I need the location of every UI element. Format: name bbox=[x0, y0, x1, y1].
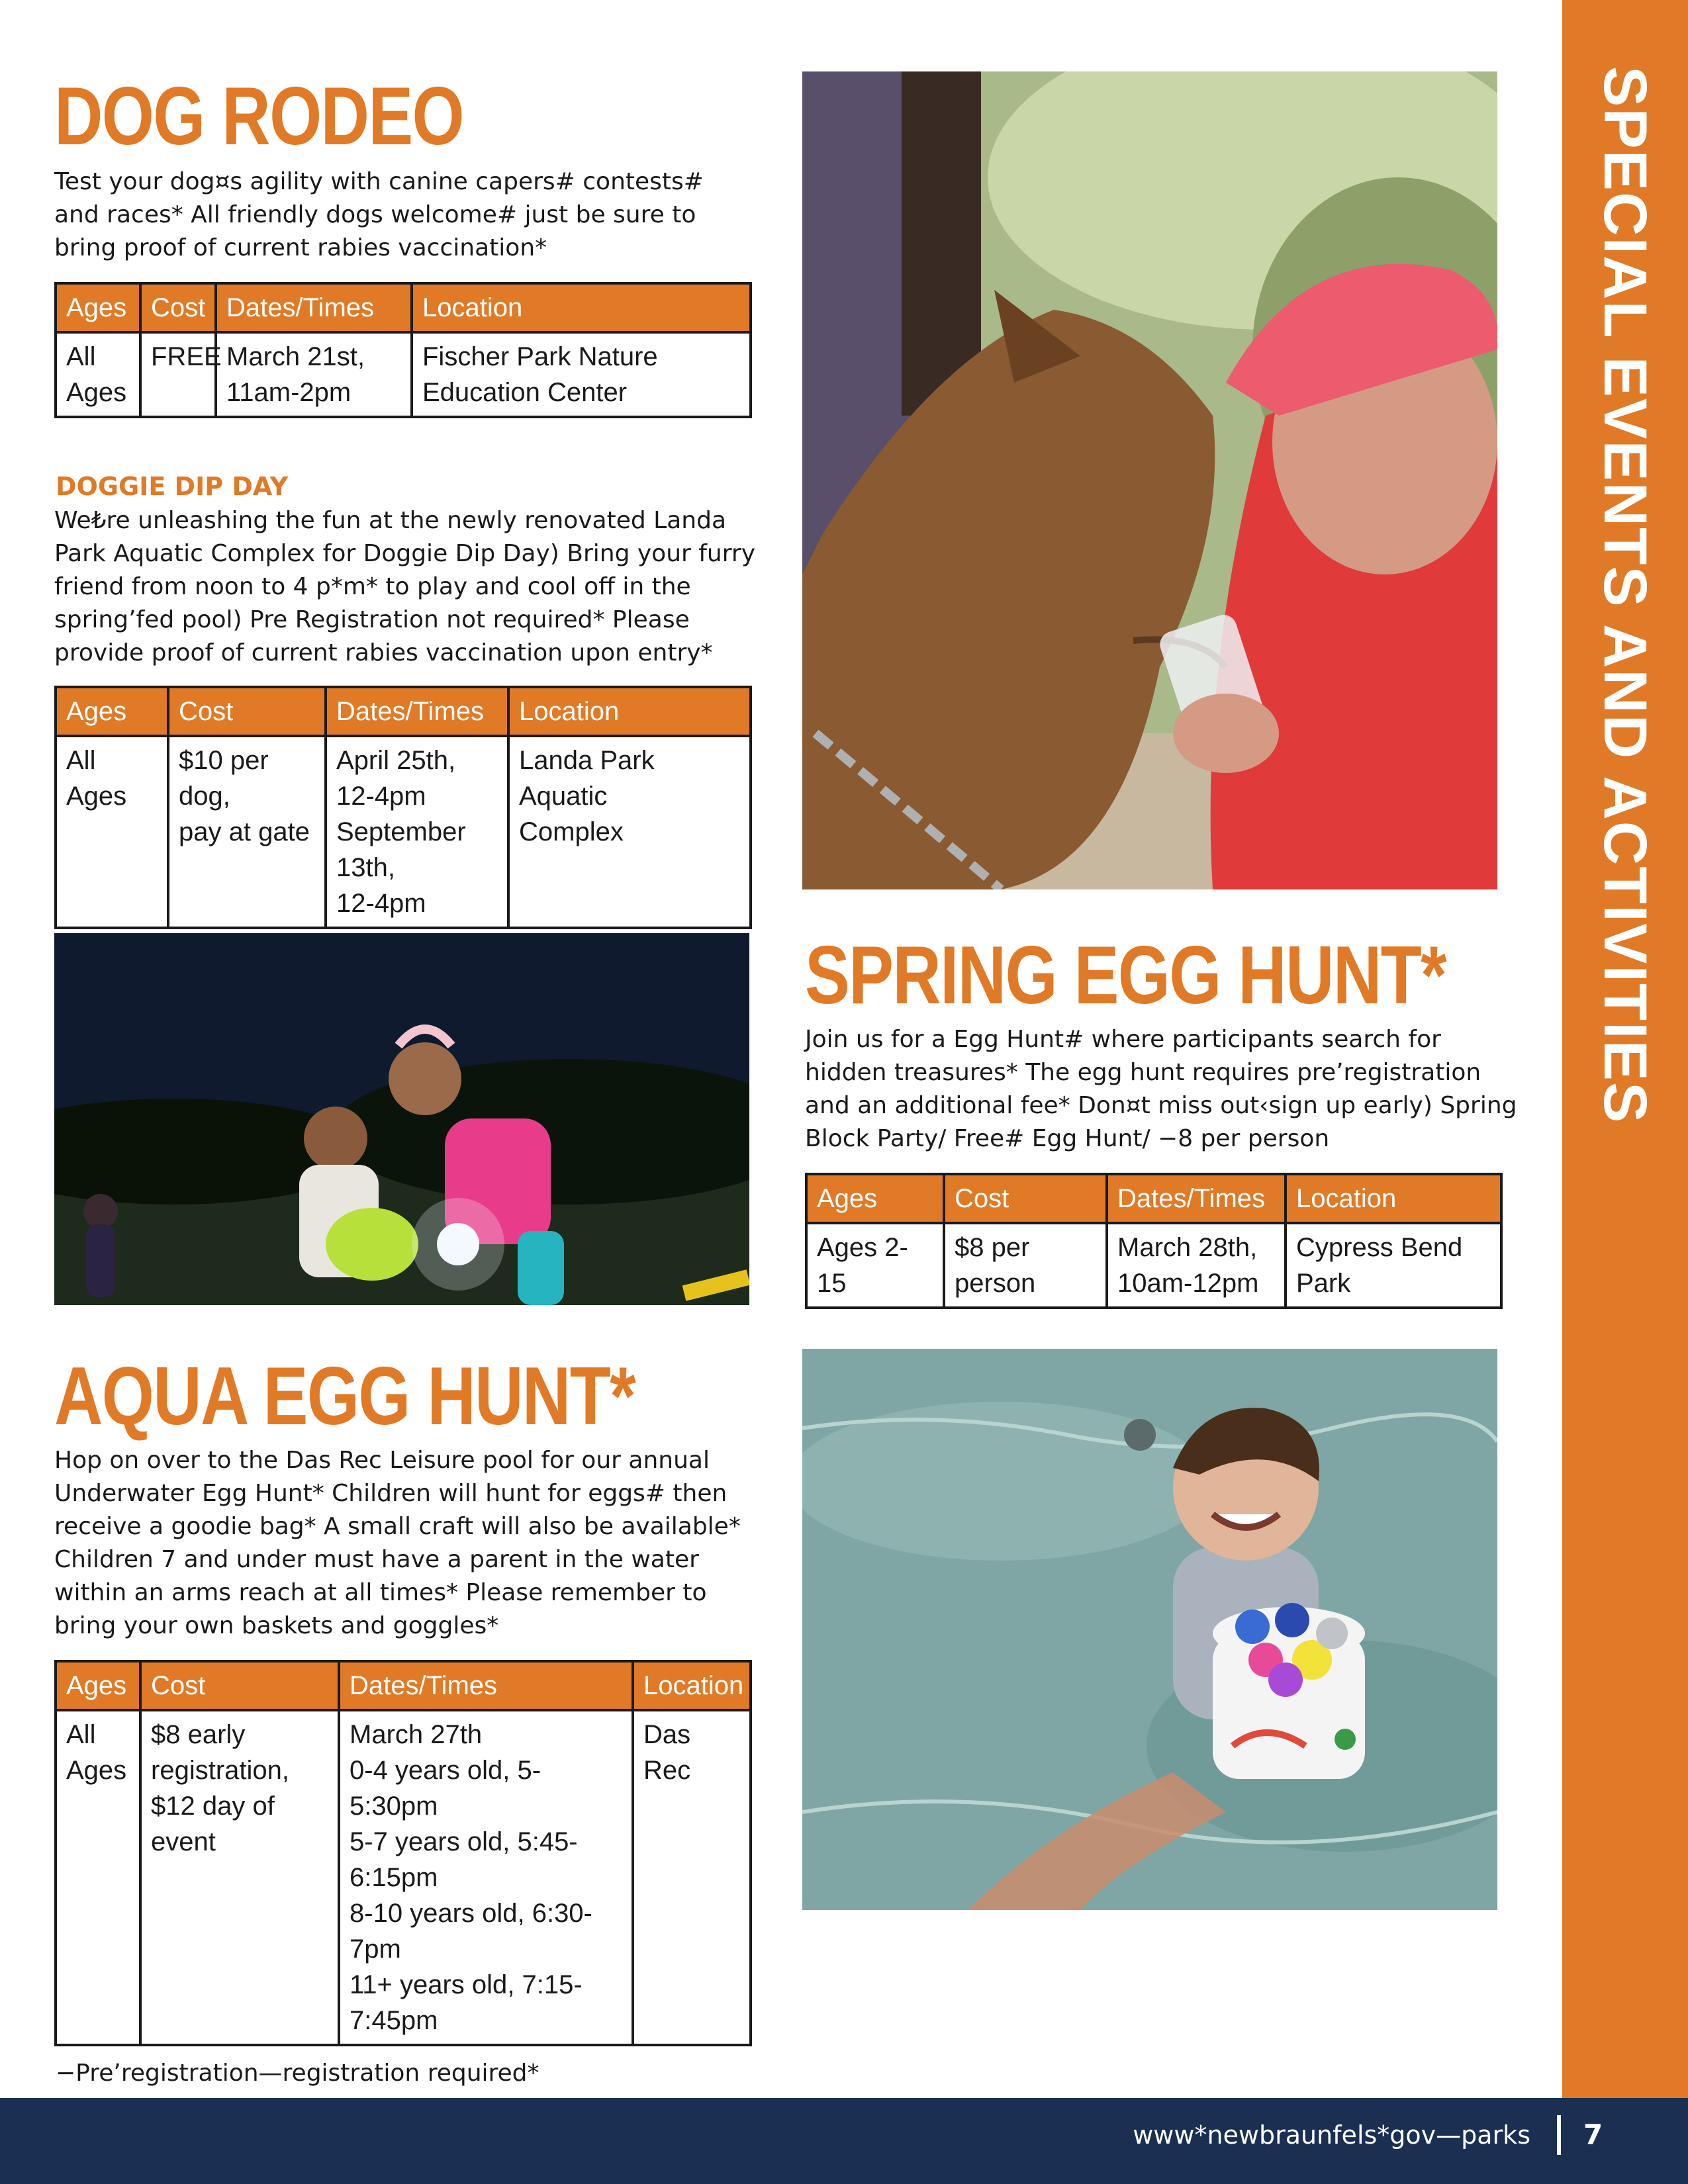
header-ages: Ages bbox=[56, 283, 140, 332]
table-header-row bbox=[56, 1661, 751, 1710]
header-dates: Dates/Times bbox=[339, 1661, 633, 1710]
header-ages: Ages bbox=[56, 687, 168, 736]
cell-cost: $8 per person bbox=[944, 1223, 1107, 1308]
header-ages: Ages bbox=[56, 1661, 140, 1710]
cell-ages: All Ages bbox=[56, 332, 140, 417]
cell-dates: March 21st, 11am-2pm bbox=[216, 332, 412, 417]
cell-location: Fischer Park Nature Education Center bbox=[412, 332, 751, 417]
header-cost: Cost bbox=[140, 283, 216, 332]
doggie-dip-table bbox=[54, 686, 752, 929]
header-location: Location bbox=[412, 283, 751, 332]
table-row bbox=[56, 332, 751, 417]
cell-ages: Ages 2-15 bbox=[806, 1223, 944, 1308]
header-location: Location bbox=[1286, 1174, 1501, 1223]
night-egg-hunt-photo bbox=[54, 933, 749, 1305]
aqua-egg-hunt-title: AQUA EGG HUNT* bbox=[54, 1351, 635, 1442]
spring-egg-hunt-description: Join us for a Egg Hunt# where participants search for hidden treasures* The egg hunt requires pre’registration and an additional fee* Don¤t miss out‹sign up early) Spring Block Party/ Free# Egg Hunt/ −8 per person bbox=[805, 1026, 1517, 1152]
header-cost: Cost bbox=[944, 1174, 1107, 1223]
page-number: 7 bbox=[1583, 2118, 1603, 2151]
cell-dates: March 28th, 10am-12pm bbox=[1107, 1223, 1286, 1308]
table-header-row bbox=[56, 283, 751, 332]
table-row bbox=[806, 1223, 1501, 1308]
spring-egg-hunt-title: SPRING EGG HUNT* bbox=[805, 930, 1446, 1021]
header-cost: Cost bbox=[140, 1661, 339, 1710]
table-row bbox=[56, 736, 751, 928]
table-header-row bbox=[806, 1174, 1501, 1223]
cell-cost: $10 per dog, pay at gate bbox=[168, 736, 326, 928]
cell-ages: All Ages bbox=[56, 736, 168, 928]
dog-kiss-photo bbox=[802, 71, 1497, 889]
footnote: −Pre’registration—registration required* bbox=[56, 2060, 539, 2087]
aqua-egg-hunt-table bbox=[54, 1660, 752, 2046]
table-row bbox=[56, 1710, 751, 2045]
header-location: Location bbox=[633, 1661, 751, 1710]
doggie-dip-title: DOGGIE DIP DAY bbox=[56, 472, 289, 501]
dog-rodeo-table bbox=[54, 282, 752, 418]
header-location: Location bbox=[508, 687, 751, 736]
dog-rodeo-description: Test your dog¤s agility with canine capers# contests# and races* All friendly dogs welcome# just be sure to bring proof of current rabies vaccination* bbox=[54, 168, 704, 261]
doggie-dip-description: We₺re unleashing the fun at the newly renovated Landa Park Aquatic Complex for Doggie Dip Day) Bring your furry friend from noon to 4 p*m* to play and cool off in the spring’fed pool) Pre Registration not required* Please provide proof of current rabies vaccination upon entry* bbox=[54, 507, 756, 666]
cell-cost: FREE bbox=[140, 332, 216, 417]
cell-cost: $8 early registration, $12 day of event bbox=[140, 1710, 339, 2045]
spring-egg-hunt-table bbox=[805, 1173, 1503, 1309]
aqua-egg-hunt-description: Hop on over to the Das Rec Leisure pool for our annual Underwater Egg Hunt* Children will hunt for eggs# then receive a goodie bag* A small craft will also be available* Children 7 and under must have a parent in the water within an arms reach at all times* Please remember to bring your own baskets and goggles* bbox=[54, 1447, 741, 1639]
dog-rodeo-title: DOG RODEO bbox=[54, 71, 463, 162]
header-dates: Dates/Times bbox=[326, 687, 508, 736]
footer-url-link[interactable]: www*newbraunfels*gov—parks bbox=[1133, 2120, 1530, 2150]
cell-location: Das Rec bbox=[633, 1710, 751, 2045]
cell-dates: April 25th, 12-4pm September 13th, 12-4pm bbox=[326, 736, 508, 928]
cell-location: Cypress Bend Park bbox=[1286, 1223, 1501, 1308]
footer-divider bbox=[1557, 2115, 1561, 2155]
cell-location: Landa Park Aquatic Complex bbox=[508, 736, 751, 928]
header-dates: Dates/Times bbox=[216, 283, 412, 332]
header-cost: Cost bbox=[168, 687, 326, 736]
pool-egg-hunt-photo bbox=[802, 1349, 1497, 1910]
header-ages: Ages bbox=[806, 1174, 944, 1223]
cell-ages: All Ages bbox=[56, 1710, 140, 2045]
cell-dates: March 27th 0-4 years old, 5-5:30pm 5-7 years old, 5:45-6:15pm 8-10 years old, 6:30-7pm 11+ years old, 7:15-7:45pm bbox=[339, 1710, 633, 2045]
table-header-row bbox=[56, 687, 751, 736]
sidebar-label: SPECIAL EVENTS AND ACTIVITIES bbox=[1591, 66, 1659, 1124]
header-dates: Dates/Times bbox=[1107, 1174, 1286, 1223]
